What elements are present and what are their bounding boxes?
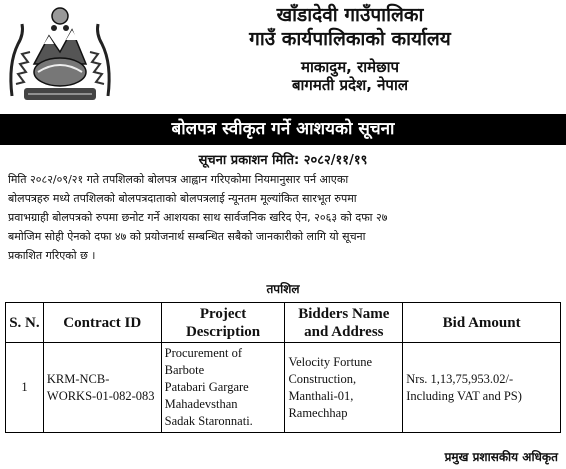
details-heading: तपशिल [266, 282, 300, 296]
header-sn: S. N. [6, 303, 44, 343]
cell-bidder [285, 343, 403, 433]
header-project-description: Project Description [161, 303, 285, 343]
notice-title-banner: बोलपत्र स्वीकृत गर्ने आशयको सूचना [0, 114, 566, 145]
header-contract-id: Contract ID [43, 303, 161, 343]
notice-paragraph [8, 170, 560, 265]
signatory-title: प्रमुख प्रशासकीय अधिकृत [444, 450, 558, 464]
bidder-line: Velocity Fortune [288, 354, 373, 369]
office-name: गाउँ कार्यपालिकाको कार्यालय [249, 27, 451, 50]
contract-id-line: WORKS-01-082-083 [46, 388, 155, 403]
description-line: Sadak Staronnati. [164, 414, 253, 428]
bidder-line: Construction, [288, 371, 357, 386]
letterhead [0, 0, 566, 112]
description-line: Patabari Gargare [164, 380, 249, 394]
paragraph-line: प्रकाशित गरिएको छ । [8, 249, 96, 262]
paragraph-line: प्रवाभग्राही बोलपत्रको रुपमा छनोट गर्ने आशयका साथ सार्वजनिक खरिद ऐन, २०६३ को दफा २७ [8, 211, 388, 224]
paragraph-line: बमोजिम सोही ऐनको दफा ४७ को प्रयोजनार्थ सम्बन्धित सबैको जानकारीको लागि यो सूचना [8, 230, 366, 243]
header-bidders-name-address: Bidders Name and Address [285, 303, 403, 343]
cell-contract-id [43, 343, 161, 433]
amount-line: Nrs. 1,13,75,953.02/- [406, 371, 514, 386]
office-address: माकादुम, रामेछाप [300, 57, 400, 76]
contract-id-line: KRM-NCB- [46, 371, 110, 386]
paragraph-line: बोलपत्रहरु मध्ये तपशिलको बोलपत्रदाताको बोलपत्रलाई न्यूनतम मूल्यांकित सारभूत रुपमा [8, 192, 357, 205]
cell-project-description [161, 343, 285, 433]
header-bid-amount: Bid Amount [403, 303, 561, 343]
description-line: Mahadevsthan [164, 397, 238, 411]
table-row [6, 343, 561, 433]
municipality-name: खाँडादेवी गाउँपालिका [276, 4, 424, 26]
cell-bid-amount [403, 343, 561, 433]
publication-date: सूचना प्रकाशन मिति: २०८२/११/१९ [198, 153, 368, 168]
province-country: बागमती प्रदेश, नेपाल [291, 76, 409, 95]
cell-sn: 1 [6, 343, 44, 433]
nepal-government-emblem-icon [4, 4, 116, 104]
description-line: Procurement of Barbote [164, 346, 243, 377]
amount-line: Including VAT and PS) [406, 388, 522, 403]
bidder-line: Manthali-01, [288, 388, 354, 403]
bid-details-table [5, 302, 561, 433]
table-header-row [6, 303, 561, 343]
paragraph-line: मिति २०८२/०९/२१ गते तपशिलको बोलपत्र आह्वान गरिएकोमा नियमानुसार पर्न आएका [8, 173, 349, 186]
bidder-line: Ramechhap [288, 405, 348, 420]
